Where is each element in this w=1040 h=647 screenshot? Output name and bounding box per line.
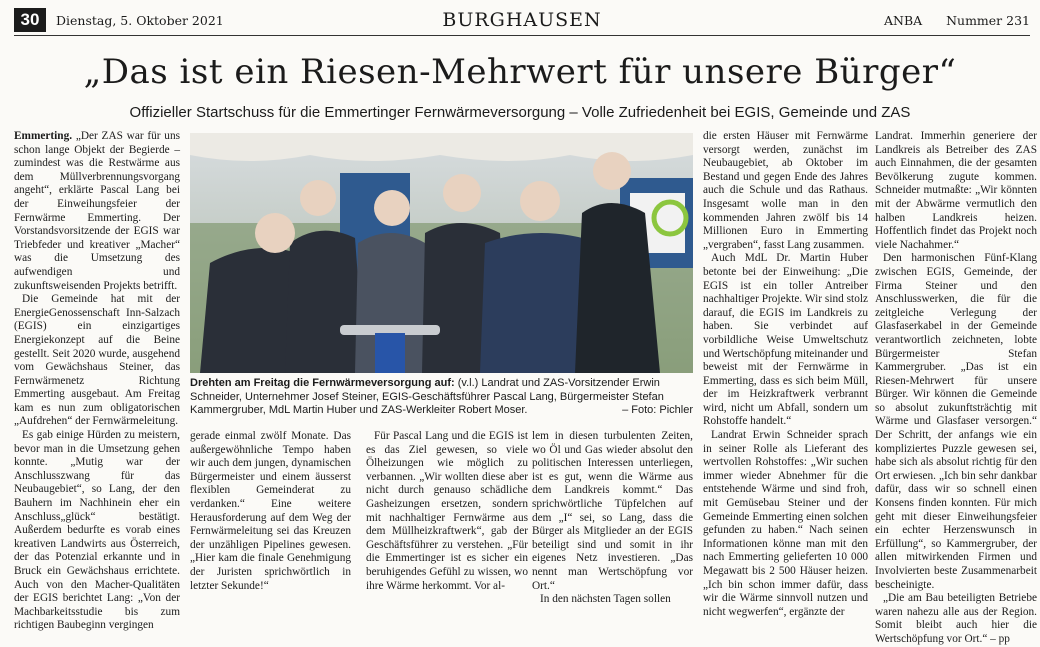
photo-credit: – Foto: Pichler [622,404,693,417]
paragraph: „Der ZAS war für uns schon lange Objekt der Begierde – zumindest was die Restwärme aus dem Müllverbrennungsvorgang angeht“, erklärte Pascal Lang bei der Einweihungsfeier der Fernwärme Emmerting. Der Vorstandsvorsitzende der EGIS war Triebfeder und kreativer „Macher“ was die Umsetzung des aufwendigen und zukunftsweisenden Projekts betrifft. [14,130,181,292]
article-column-5 [703,130,868,619]
article-column-1 [14,130,180,633]
subheadline: Offizieller Startschuss für die Emmertinger Fernwärmeversorgung – Volle Zufriedenheit bei EGIS, Gemeinde und ZAS [129,104,911,121]
headline: „Das ist ein Riesen-Mehrwert für unsere Bürger“ [83,52,957,92]
caption-text: (v.l.) Landrat und ZAS-Vorsitzender Erwin Schneider, Unternehmer Josef Steiner, EGIS-Geschäftsführer Pascal Lang, Bürgermeister Stefan Kammergruber, MdL Martin Huber und ZAS-Werkleiter Robert Moser. [190,377,664,417]
article-column-4 [532,430,693,607]
header-rule [14,35,1030,36]
caption-lead: Drehten am Freitag die Fernwärmeversorgung auf: [190,377,455,389]
page-header [14,8,1030,34]
paragraph: Den harmonischen Fünf-Klang zwischen EGIS, Gemeinde, der Firma Steiner und den Anschlusswerken, die für die zeitgleiche Verlegung der Glasfaserkabel in der Gemeinde verantwortlich zeichneten, lobte Bürgermeister Stefan Kammergruber. „Das ist ein Riesen-Mehrwert für unsere Bürger. Wir können die Gemeinde so absolut zukunftsträchtig mit Wärme und Glasfaser versorgen.“ Der Schritt, der anfangs wie ein kompliziertes Puzzle gewesen sei, habe sich als absolut richtig für den Ort erwiesen. „Ich bin sehr dankbar dafür, dass wir so schnell einen Konsens finden konnten. Für mich geht mit dieser Einweihungsfeier ein echter Herzenswunsch in Erfüllung“, so Kammergruber, der allen mitwirkenden Firmen und Involvierten beste Zusammenarbeit bescheinigte. [875,252,1037,591]
issue-date: Dienstag, 5. Oktober 2021 [56,13,224,28]
paragraph: „Die am Bau beteiligten Betriebe waren nahezu alle aus der Region. Somit bleibt auch hier die Wertschöpfung vor Ort.“ – pp [875,592,1037,645]
paragraph: die ersten Häuser mit Fernwärme versorgt werden, zunächst im Neubaugebiet, ab Oktober im Bestand und gegen Ende des Jahres auch die Schule und das Rathaus. Insgesamt wolle man in den kommenden Jahren zwölf bis 14 Millionen Euro in Emmerting „vergraben“, fasst Lang zusammen. [703,130,868,251]
paragraph: Landrat. Immerhin generiere der Landkreis als Betreiber des ZAS auch Einnahmen, die der gesamten Bevölkerung zugute kommen. Schneider mutmaßte: „Wir könnten mit der Abwärme vermutlich den halben Landkreis heizen. Hoffentlich findet das Projekt noch viele Nachahmer.“ [875,130,1037,251]
article-column-6 [875,130,1037,647]
article-column-3 [366,430,528,593]
group-photo-image [190,133,693,373]
photo-caption [190,377,693,418]
article-column-2 [190,430,351,593]
paragraph: In den nächsten Tagen sollen [540,593,671,606]
paragraph: Die Gemeinde hat mit der EnergieGenossenschaft Inn-Salzach (EGIS) ein einzigartiges Energiekonzept auf die Beine gestellt. Seit 2020 wurde, ausgehend vom Gewächshaus Steiner, das Fernwärmenetz Richtung Emmerting ausgebaut. Am Freitag kam es nun zum obligatorischen „Aufdrehen“ der Fernwärmeleitung. [14,293,180,428]
section-title: BURGHAUSEN [442,9,602,31]
paragraph: gerade einmal zwölf Monate. Das außergewöhnliche Tempo haben wir auch dem jungen, dynamischen Bürgermeister und einem äusserst flexiblen Gemeinderat zu verdanken.“ Eine weitere Herausforderung auf dem Weg der Fernwärmeleitung sei das Kreuzen der unzähligen Pipelines gewesen. „Hier kam die finale Genehmigung der Juristen sprichwörtlich in letzter Sekunde!“ [190,430,351,592]
paragraph: Auch MdL Dr. Martin Huber betonte bei der Einweihung: „Die EGIS ist ein toller Antreiber nachhaltiger Projekte. Wir sind stolz darauf, die EGIS im Landkreis zu haben. Sie verbindet auf vorbildliche Weise Umweltschutz und Wertschöpfung miteinander und beweist mit der Fernwärme in Emmerting, dass es sich beim Müll, der im Heizkraftwerk verbrannt wird, nicht um Abfall, sondern um Rohstoffe handelt.“ [703,252,868,428]
publisher-name: ANBA [884,13,923,28]
paragraph: Es gab einige Hürden zu meistern, bevor man in die Umsetzung gehen konnte. „Mutig war der Anschlusszwang für das Neubaugebiet“, so Lang, der den Bauhern im Nachhinein eher ein Anschluss„glück“ bestätigt. Außerdem bedurfte es vorab eines kreativen Landwirts aus Österreich, der das Potenzial erkannte und in Bruck ein Gewächshaus errichtete. Auch von den Macher-Qualitäten der EGIS berichtet Lang: „Von der Machbarkeitsstudie bis zum richtigen Baubeginn vergingen [14,429,180,632]
page-number: 30 [14,8,46,32]
paragraph: Für Pascal Lang und die EGIS ist es das Ziel gewesen, so viele Ölheizungen wie möglich zu verbannen. „Wir wollten diese aber nicht durch genauso schädliche Gasheizungen ersetzen, sondern mit nachhaltiger Fernwärme aus dem Müllheizkraftwerk“, gab der Geschäftsführer zu verstehen. „Für die Emmertinger ist es sicher ein beruhigendes Gefühl zu wissen, wo ihre Wärme herkommt. Vor al- [366,430,528,592]
paragraph: Landrat Erwin Schneider sprach in seiner Rolle als Lieferant des wertvollen Rohstoffes: „Wir suchen immer wieder Abnehmer für die entstehende Wärme und sind froh, mit Gemüsebau Steiner und der Gemeinde Emmerting einen solchen gefunden zu haben.“ Nach seinen Informationen könne man mit den nach Emmerting gelieferten 10 000 Megawatt bis 2 500 Häuser heizen. „Ich bin schon immer dafür, dass wir die Wärme sinnvoll nutzen und nicht wegwerfen“, ergänzte der [703,429,868,618]
dateline: Emmerting. [14,130,73,142]
issue-number: Nummer 231 [946,13,1030,28]
article-photo [190,133,693,373]
paragraph: lem in diesen turbulenten Zeiten, wo Öl und Gas wieder absolut den politischen Interessen unterliegen, ist es gut, wenn die Wärme aus dem Landkreis kommt.“ Das sprichwörtliche Tüpfelchen auf dem „I“ sei, so Lang, dass die Bürger als Mitglieder an der EGIS beteiligt sind und somit in ihr eigenes Netz investieren. „Das nennt man Wertschöpfung vor Ort.“ [532,430,693,592]
